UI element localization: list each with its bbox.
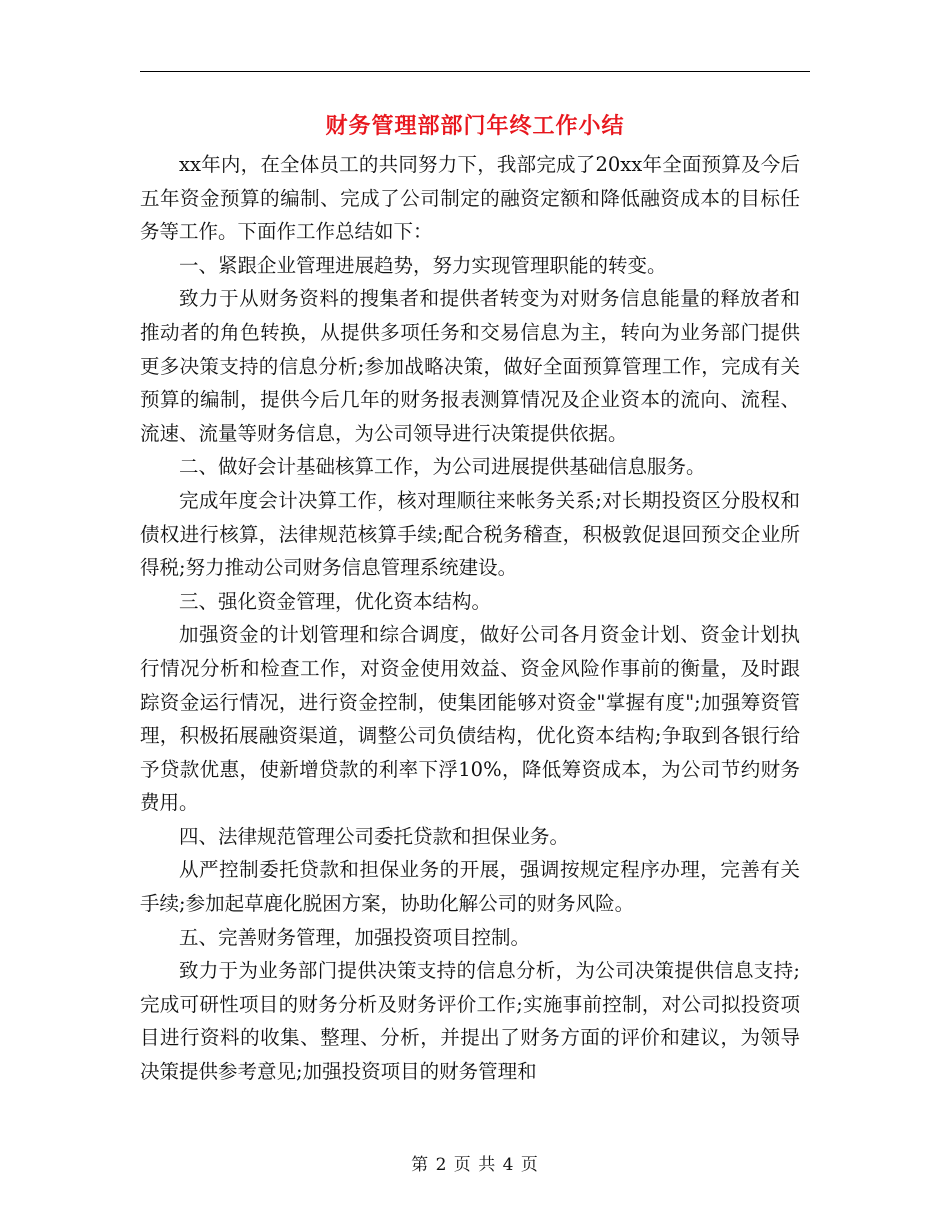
paragraph-5: 致力于为业务部门提供决策支持的信息分析，为公司决策提供信息支持;完成可研性项目的财务分析及财务评价工作;实施事前控制，对公司拟投资项目进行资料的收集、整理、分析，并提出了财务方面的评价和建议，为领导决策提供参考意见;加强投资项目的财务管理和 xyxy=(140,959,800,1084)
paragraph-intro: xx年内，在全体员工的共同努力下，我部完成了20xx年全面预算及今后五年资金预算的编制、完成了公司制定的融资定额和降低融资成本的目标任务等工作。下面作工作总结如下： xyxy=(140,153,800,244)
section-heading-3: 三、强化资金管理，优化资本结构。 xyxy=(179,589,492,613)
section-heading-5: 五、完善财务管理，加强投资项目控制。 xyxy=(179,925,531,949)
paragraph-1: 致力于从财务资料的搜集者和提供者转变为对财务信息能量的释放者和推动者的角色转换，从提供多项任务和交易信息为主，转向为业务部门提供更多决策支持的信息分析;参加战略决策，做好全面预算管理工作，完成有关预算的编制，提供今后几年的财务报表测算情况及企业资本的流向、流程、流速、流量等财务信息，为公司领导进行决策提供依据。 xyxy=(140,287,800,445)
page-footer xyxy=(0,1153,950,1177)
footer-page-number: 2 xyxy=(435,1155,448,1175)
footer-suffix: 页 xyxy=(520,1155,539,1175)
section-heading-2: 二、做好会计基础核算工作，为公司进展提供基础信息服务。 xyxy=(179,455,706,479)
footer-total-pages: 4 xyxy=(502,1155,515,1175)
footer-middle: 页 共 xyxy=(453,1155,497,1175)
paragraph-3: 加强资金的计划管理和综合调度，做好公司各月资金计划、资金计划执行情况分析和检查工作，对资金使用效益、资金风险作事前的衡量，及时跟踪资金运行情况，进行资金控制，使集团能够对资金"掌握有度";加强筹资管理，积极拓展融资渠道，调整公司负债结构，优化资本结构;争取到各银行给予贷款优惠，使新增贷款的利率下浮10%，降低筹资成本，为公司节约财务费用。 xyxy=(140,623,800,815)
footer-prefix: 第 xyxy=(411,1155,430,1175)
paragraph-2: 完成年度会计决算工作，核对理顺往来帐务关系;对长期投资区分股权和债权进行核算，法律规范核算手续;配合税务稽查，积极敦促退回预交企业所得税;努力推动公司财务信息管理系统建设。 xyxy=(140,488,800,580)
document-title: 财务管理部部门年终工作小结 xyxy=(325,113,625,139)
header-rule xyxy=(140,71,810,72)
paragraph-4: 从严控制委托贷款和担保业务的开展，强调按规定程序办理，完善有关手续;参加起草鹿化脱困方案，协助化解公司的财务风险。 xyxy=(140,858,800,916)
document-body xyxy=(140,148,800,1089)
section-heading-1: 一、紧跟企业管理进展趋势，努力实现管理职能的转变。 xyxy=(179,253,667,277)
section-heading-4: 四、法律规范管理公司委托贷款和担保业务。 xyxy=(179,824,570,848)
